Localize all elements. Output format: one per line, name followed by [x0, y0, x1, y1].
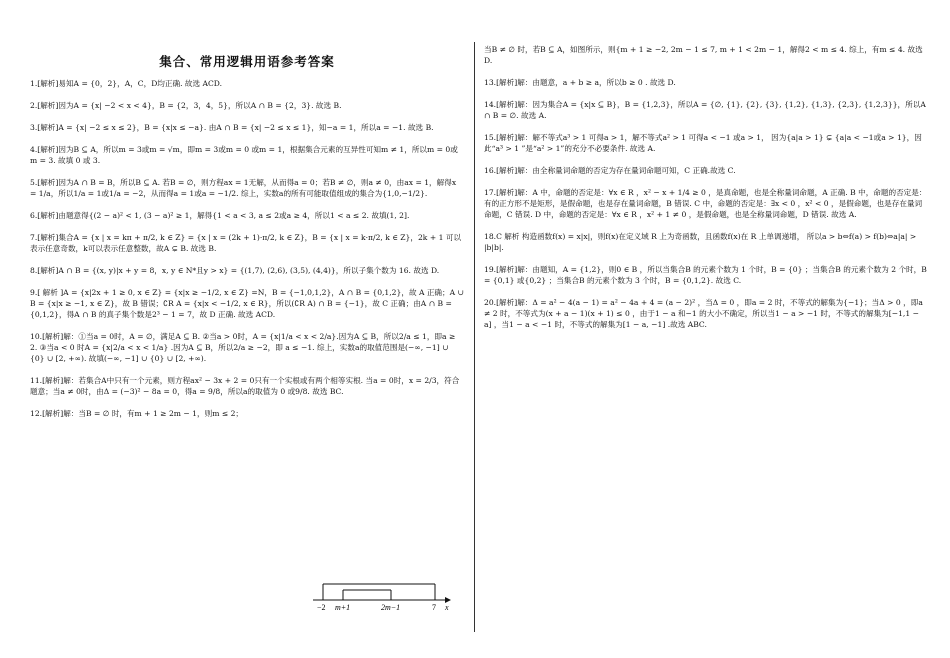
- axis-label-x: x: [445, 603, 449, 612]
- answer-4: 4.[解析]因为B ⊆ A，所以m = 3或m = √m，即m = 3或m = 0 或m = 1，根据集合元素的互异性可知m ≠ 1，所以m = 0或m = 3. 故填 0 或 3.: [30, 145, 458, 165]
- answer-12: 12.[解析]解：当B = ∅ 时，有m + 1 ≥ 2m − 1，则m ≤ 2；: [30, 409, 244, 418]
- answer-2: 2.[解析]因为A = {x| −2 < x < 4}，B = {2，3，4，5}，所以A ∩ B = {2，3}. 故选 B.: [30, 101, 342, 110]
- answer-14: 14.[解析]解：因为集合A = {x|x ⊆ B}，B = {1,2,3}，所以A = {∅, {1}, {2}, {3}, {1,2}, {1,3}, {2,3}, {1,2,3}}，所以A ∩ B = ∅. 故选 A.: [484, 100, 926, 120]
- tick-label-m1: m+1: [335, 603, 351, 612]
- answer-16: 16.[解析]解：由全称量词命题的否定为存在量词命题可知，C 正确.故选 C.: [484, 166, 736, 175]
- left-column: [30, 78, 464, 430]
- answer-12-cont: 当B ≠ ∅ 时，若B ⊆ A，如图所示，则{m + 1 ≥ −2, 2m − 1 ≤ 7, m + 1 < 2m − 1，解得2 < m ≤ 4. 综上，有m ≤ 4. 故选 D.: [484, 45, 923, 65]
- answer-18: 18.C 解析 构造函数f(x) = x|x|，则f(x)在定义域 R 上为奇函数，且函数f(x)在 R 上单调递增， 所以a > b⇔f(a) > f(b)⇔a|a| > |b|b|.: [484, 232, 917, 252]
- answer-17: 17.[解析]解：A 中，命题的否定是：∀x ∈ R ，x² − x + 1/4 ≥ 0 ，是真命题，也是全称量词命题，A 正确. B 中，命题的否定是：有的正方形不是矩形，是假命题，也是存在量词命题，B 错误. C 中，命题的否定是：∃x < 0 ，x² < 0 ，是假命题，也是存在量词命题，C 错误. D 中，命题的否定是：∀x ∈ R ，x² + 1 ≠ 0 ，是假命题，也是全称量词命题，D 错误. 故选 A.: [484, 188, 927, 219]
- answer-1: 1.[解析]易知A = {0，2}，A，C，D均正确. 故选 ACD.: [30, 79, 223, 88]
- tick-label-7: 7: [432, 603, 436, 612]
- number-line-figure: [313, 580, 453, 612]
- answer-19: 19.[解析]解：由题知，A = {1,2}，则0 ∈ B ，所以当集合B 的元素个数为 1 个时，B = {0} ；当集合B 的元素个数为 2 个时，B = {0,1} 或{0,2} ；当集合B 的元素个数为 3 个时，B = {0,1,2}. 故选 C.: [484, 265, 927, 285]
- column-divider: [474, 42, 475, 632]
- answer-6: 6.[解析]由题意得{(2 − a)² < 1, (3 − a)² ≥ 1，解得{1 < a < 3, a ≤ 2或a ≥ 4，所以1 < a ≤ 2. 故填(1, 2].: [30, 211, 410, 220]
- answer-13: 13.[解析]解：由题意，a + b ≥ a，所以b ≥ 0 . 故选 D.: [484, 78, 676, 87]
- answer-5: 5.[解析]因为A ∩ B = B，所以B ⊆ A. 若B = ∅，则方程ax = 1无解，从而得a = 0；若B ≠ ∅，则a ≠ 0，由ax = 1，解得x = 1/a，所以1/a = 1或1/a = −2，从而得a = 1或a = −1/2. 综上，实数a的所有可能取值组成的集合为{1,0,−1/2}.: [30, 178, 457, 198]
- answer-7: 7.[解析]集合A = {x | x = kπ + π/2, k ∈ Z} = {x | x = (2k + 1)·π/2, k ∈ Z}，B = {x | x = k·π/2, k ∈ Z}，2k + 1 可以表示任意奇数，k可以表示任意整数，故A ⊊ B. 故选 B.: [30, 233, 462, 253]
- answer-11: 11.[解析]解：若集合A中只有一个元素，则方程ax² − 3x + 2 = 0只有一个实根或有两个相等实根. 当a = 0时，x = 2/3，符合题意；当a ≠ 0时，由Δ = (−3)² − 8a = 0，得a = 9/8，所以a的取值为 0 或9/8. 故选 BC.: [30, 376, 460, 396]
- answer-8: 8.[解析]A ∩ B = {(x, y)|x + y = 8，x, y ∈ N*且y > x} = {(1,7), (2,6), (3,5), (4,4)}，所以子集个数为 16. 故选 D.: [30, 266, 440, 275]
- tick-label-2m1: 2m−1: [381, 603, 401, 612]
- answer-10: 10.[解析]解：①当a = 0时，A = ∅，满足A ⊆ B. ②当a > 0时，A = {x|1/a < x < 2/a}.因为A ⊆ B，所以2/a ≤ 1，即a ≥ 2. ③当a < 0 时A = {x|2/a < x < 1/a} .因为A ⊆ B，所以2/a ≥ −2，即 a ≤ −1. 综上，实数a的取值范围是(−∞, −1] ∪ {0} ∪ [2, +∞). 故填(−∞, −1] ∪ {0} ∪ [2, +∞).: [30, 332, 456, 363]
- answer-20: 20.[解析]解：Δ = a² − 4(a − 1) = a² − 4a + 4 = (a − 2)² ，当Δ = 0 ，即a = 2 时，不等式的解集为{−1}；当Δ > 0 ，即a ≠ 2 时，不等式为(x + a − 1)(x + 1) ≤ 0 ，由于1 − a 和−1 的大小不确定，所以当1 − a > −1 时，不等式的解集为[−1,1 − a] ，当1 − a < −1 时，不等式的解集为[1 − a, −1] .故选 ABC.: [484, 298, 923, 329]
- answer-15: 15.[解析]解：解不等式a³ > 1 可得a > 1，解不等式a² > 1 可得a < −1 或a > 1， 因为{a|a > 1} ⊊ {a|a < −1或a > 1}，因此“a³ > 1 ”是“a² > 1”的充分不必要条件. 故选 A.: [484, 133, 922, 153]
- page-title: 集合、常用逻辑用语参考答案: [159, 54, 335, 69]
- right-column: [484, 44, 928, 341]
- answer-9: 9.[ 解析 ]A = {x|2x + 1 ≥ 0, x ∈ Z} = {x|x ≥ −1/2, x ∈ Z} =N，B = {−1,0,1,2}，A ∩ B = {0,1,2}，故 A 正确；A ∪ B = {x|x ≥ −1, x ∈ Z}，故 B 错误；∁R A = {x|x < −1/2, x ∈ R}，所以(∁R A) ∩ B = {−1}，故 C 正确；由A ∩ B = {0,1,2}，得A ∩ B 的真子集个数是2³ − 1 = 7，故 D 正确. 故选 ACD.: [30, 288, 464, 319]
- tick-label-neg2: −2: [317, 603, 326, 612]
- answer-3: 3.[解析]A = {x| −2 ≤ x ≤ 2}，B = {x|x ≤ −a}. 由A ∩ B = {x| −2 ≤ x ≤ 1}，知−a = 1，所以a = −1. 故选 B.: [30, 123, 434, 132]
